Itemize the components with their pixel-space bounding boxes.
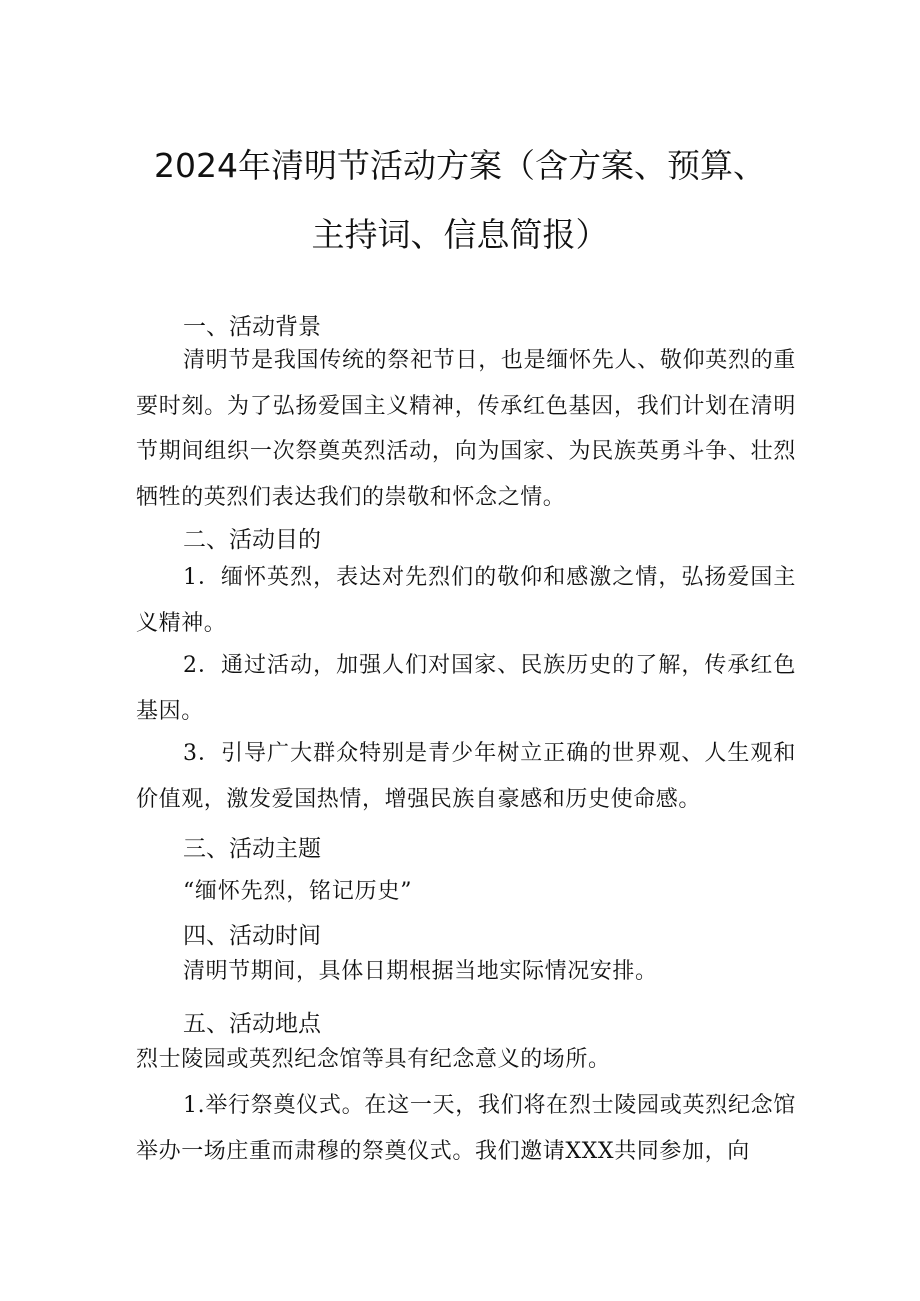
paragraph-ceremony: 1.举行祭奠仪式。在这一天，我们将在烈士陵园或英烈纪念馆举办一场庄重而肃穆的祭奠仪式。我们邀请XXX共同参加，向 [136, 1093, 796, 1164]
heading-activity-background: 一、活动背景 [183, 314, 321, 340]
heading-activity-purpose: 二、活动目的 [183, 527, 321, 553]
paragraph-background: 清明节是我国传统的祭祀节日，也是缅怀先人、敬仰英烈的重要时刻。为了弘扬爱国主义精神，传承红色基因，我们计划在清明节期间组织一次祭奠英烈活动，向为国家、为民族英勇斗争、壮烈牺牲的英烈们表达我们的崇敬和怀念之情。 [136, 348, 796, 510]
document-title-line2: 主持词、信息简报） [311, 215, 609, 254]
document-title-line1: 2024年清明节活动方案（含方案、预算、 [154, 146, 766, 185]
heading-activity-time: 四、活动时间 [183, 923, 321, 949]
paragraph-purpose-2: 2．通过活动，加强人们对国家、民族历史的了解，传承红色基因。 [136, 653, 796, 724]
paragraph-time: 清明节期间，具体日期根据当地实际情况安排。 [183, 959, 658, 984]
paragraph-purpose-3: 3．引导广大群众特别是青少年树立正确的世界观、人生观和价值观，激发爱国热情，增强民族自豪感和历史使命感。 [136, 741, 796, 812]
paragraph-location: 烈士陵园或英烈纪念馆等具有纪念意义的场所。 [136, 1047, 611, 1072]
paragraph-purpose-1: 1．缅怀英烈，表达对先烈们的敬仰和感激之情，弘扬爱国主义精神。 [136, 565, 796, 636]
paragraph-theme: “缅怀先烈，铭记历史” [183, 879, 413, 904]
heading-activity-location: 五、活动地点 [183, 1011, 321, 1037]
heading-activity-theme: 三、活动主题 [183, 836, 321, 862]
